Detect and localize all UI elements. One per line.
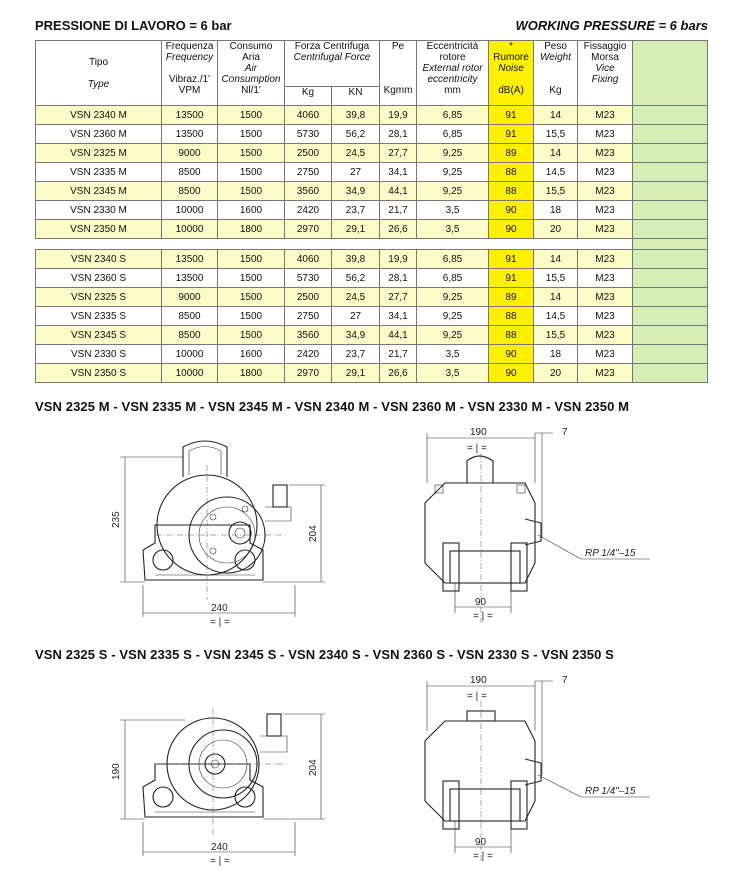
value-cell: 13500 — [162, 106, 218, 125]
value-cell: 15,5 — [534, 269, 578, 288]
value-cell: 8500 — [162, 163, 218, 182]
value-cell: 34,1 — [380, 307, 417, 326]
model-cell: VSN 2330 S — [36, 345, 162, 364]
value-cell: 91 — [489, 125, 534, 144]
table-row — [36, 307, 708, 326]
value-cell: 4060 — [285, 250, 332, 269]
col-fixing: Fissaggio Morsa Vice Fixing — [578, 41, 633, 106]
value-cell: M23 — [578, 125, 633, 144]
value-cell: 9,25 — [417, 182, 489, 201]
value-cell: 3,5 — [417, 345, 489, 364]
value-cell: 1500 — [218, 144, 285, 163]
value-cell: 24,5 — [332, 144, 380, 163]
working-pressure-en: WORKING PRESSURE = 6 bars — [515, 18, 708, 33]
value-cell: 1500 — [218, 326, 285, 345]
value-cell: 3,5 — [417, 201, 489, 220]
value-cell: 1500 — [218, 163, 285, 182]
value-cell: M23 — [578, 326, 633, 345]
value-cell: 20 — [534, 220, 578, 239]
value-cell: 10000 — [162, 364, 218, 383]
value-cell: 34,1 — [380, 163, 417, 182]
working-pressure-it: PRESSIONE DI LAVORO = 6 bar — [35, 18, 232, 33]
table-row — [36, 163, 708, 182]
value-cell: 9,25 — [417, 163, 489, 182]
dim-axis-m: 204 — [308, 525, 319, 542]
value-cell: 44,1 — [380, 182, 417, 201]
value-cell: 1500 — [218, 106, 285, 125]
table-row — [36, 125, 708, 144]
air-inlet-s — [267, 714, 281, 736]
value-cell: 2750 — [285, 163, 332, 182]
value-cell: 88 — [489, 326, 534, 345]
model-cell: VSN 2350 S — [36, 364, 162, 383]
model-cell: VSN 2345 S — [36, 326, 162, 345]
value-cell: 34,9 — [332, 182, 380, 201]
value-cell: 23,7 — [332, 201, 380, 220]
col-type-en: Type — [87, 78, 110, 90]
value-cell: 3,5 — [417, 364, 489, 383]
value-cell: 10000 — [162, 201, 218, 220]
spec-table — [35, 40, 708, 383]
extra-cell — [633, 220, 708, 239]
value-cell: 89 — [489, 288, 534, 307]
value-cell: 10000 — [162, 345, 218, 364]
value-cell: 90 — [489, 220, 534, 239]
value-cell: 15,5 — [534, 125, 578, 144]
side-view-m — [405, 423, 695, 633]
section-title-s: VSN 2325 S - VSN 2335 S - VSN 2345 S - VSN 2340 S - VSN 2360 S - VSN 2330 S - VSN 2350 S — [35, 647, 614, 662]
value-cell: M23 — [578, 144, 633, 163]
value-cell: 3,5 — [417, 220, 489, 239]
value-cell: 19,9 — [380, 250, 417, 269]
value-cell: 29,1 — [332, 220, 380, 239]
side-view-s — [405, 671, 695, 871]
value-cell: 2750 — [285, 307, 332, 326]
front-view-m — [95, 425, 335, 635]
value-cell: 18 — [534, 201, 578, 220]
model-cell: VSN 2360 M — [36, 125, 162, 144]
mount-hole-right — [235, 550, 255, 570]
value-cell: 28,1 — [380, 125, 417, 144]
value-cell: 88 — [489, 163, 534, 182]
value-cell: M23 — [578, 201, 633, 220]
value-cell: 21,7 — [380, 201, 417, 220]
side-housing — [425, 483, 535, 583]
value-cell: 9,25 — [417, 326, 489, 345]
value-cell: 1500 — [218, 125, 285, 144]
model-cell: VSN 2350 M — [36, 220, 162, 239]
sym-base-m: = | = — [473, 611, 493, 622]
value-cell: 2970 — [285, 220, 332, 239]
value-cell: 1800 — [218, 220, 285, 239]
extra-cell — [633, 163, 708, 182]
value-cell: 13500 — [162, 269, 218, 288]
value-cell: 9,25 — [417, 307, 489, 326]
value-cell: 1600 — [218, 201, 285, 220]
dim-height-m: 235 — [111, 511, 122, 528]
value-cell: 2500 — [285, 144, 332, 163]
col-noise: * Rumore Noise dB(A) — [489, 41, 534, 106]
value-cell: 15,5 — [534, 326, 578, 345]
value-cell: 44,1 — [380, 326, 417, 345]
col-type-it: Tipo — [88, 56, 109, 68]
value-cell: 14 — [534, 288, 578, 307]
value-cell: 15,5 — [534, 182, 578, 201]
table-row — [36, 220, 708, 239]
port-label-s: RP 1/4"–15 — [585, 786, 636, 797]
sym-base-s: = | = — [473, 851, 493, 862]
front-view-s — [95, 672, 335, 872]
model-cell: VSN 2360 S — [36, 269, 162, 288]
value-cell: 21,7 — [380, 345, 417, 364]
table-row — [36, 144, 708, 163]
value-cell: 1500 — [218, 250, 285, 269]
sym-side-s: = | = — [467, 691, 487, 702]
value-cell: 91 — [489, 269, 534, 288]
value-cell: 3560 — [285, 326, 332, 345]
value-cell: 27 — [332, 163, 380, 182]
table-row — [36, 364, 708, 383]
col-frequency: Frequenza Frequency Vibraz./1' VPM — [162, 41, 218, 106]
value-cell: 5730 — [285, 125, 332, 144]
value-cell: 34,9 — [332, 326, 380, 345]
value-cell: 2970 — [285, 364, 332, 383]
value-cell: 26,6 — [380, 364, 417, 383]
col-centrifugal-force: Forza Centrifuga Centrifugal Force — [285, 41, 380, 87]
value-cell: 9000 — [162, 288, 218, 307]
col-eccentricity: Eccentricità rotore External rotor eccentricity mm — [417, 41, 489, 106]
dim-width-s: 240 — [211, 842, 228, 853]
value-cell: 39,8 — [332, 106, 380, 125]
value-cell: M23 — [578, 182, 633, 201]
model-cell: VSN 2335 S — [36, 307, 162, 326]
col-type — [36, 41, 162, 106]
value-cell: 23,7 — [332, 345, 380, 364]
value-cell: M23 — [578, 307, 633, 326]
value-cell: 5730 — [285, 269, 332, 288]
value-cell: 13500 — [162, 250, 218, 269]
value-cell: 14 — [534, 144, 578, 163]
value-cell: 14 — [534, 250, 578, 269]
model-cell: VSN 2345 M — [36, 182, 162, 201]
table-row — [36, 201, 708, 220]
extra-cell — [633, 326, 708, 345]
air-inlet — [273, 485, 287, 507]
value-cell: 1800 — [218, 364, 285, 383]
col-pe: Pe Kgmm — [380, 41, 417, 106]
model-cell: VSN 2340 S — [36, 250, 162, 269]
value-cell: 88 — [489, 307, 534, 326]
dim-width-m: 240 — [211, 603, 228, 614]
value-cell: 14 — [534, 106, 578, 125]
value-cell: 4060 — [285, 106, 332, 125]
value-cell: 56,2 — [332, 269, 380, 288]
value-cell: 27 — [332, 307, 380, 326]
extra-cell — [633, 125, 708, 144]
value-cell: 10000 — [162, 220, 218, 239]
value-cell: 3560 — [285, 182, 332, 201]
value-cell: 1500 — [218, 307, 285, 326]
table-row — [36, 345, 708, 364]
value-cell: 27,7 — [380, 144, 417, 163]
dim-base-s: 90 — [475, 837, 487, 848]
value-cell: M23 — [578, 345, 633, 364]
extra-cell — [633, 307, 708, 326]
value-cell: 18 — [534, 345, 578, 364]
col-force-kg: Kg — [285, 86, 332, 105]
dim-offset-m: 7 — [562, 427, 568, 438]
value-cell: 90 — [489, 345, 534, 364]
value-cell: 24,5 — [332, 288, 380, 307]
sym-side-m: = | = — [467, 443, 487, 454]
dim-side-width-m: 190 — [470, 427, 487, 438]
value-cell: 2420 — [285, 345, 332, 364]
value-cell: 9000 — [162, 144, 218, 163]
value-cell: 9,25 — [417, 144, 489, 163]
value-cell: 2500 — [285, 288, 332, 307]
value-cell: M23 — [578, 220, 633, 239]
model-cell: VSN 2330 M — [36, 201, 162, 220]
table-row — [36, 269, 708, 288]
model-cell: VSN 2340 M — [36, 106, 162, 125]
col-extra — [633, 41, 708, 106]
sym-s: = | = — [210, 856, 230, 867]
value-cell: M23 — [578, 106, 633, 125]
extra-cell — [633, 106, 708, 125]
value-cell: 88 — [489, 182, 534, 201]
value-cell: 1500 — [218, 182, 285, 201]
dim-height-s: 190 — [111, 763, 122, 780]
value-cell: 6,85 — [417, 269, 489, 288]
value-cell: M23 — [578, 364, 633, 383]
value-cell: 27,7 — [380, 288, 417, 307]
dim-base-m: 90 — [475, 597, 487, 608]
value-cell: M23 — [578, 269, 633, 288]
header-row — [36, 41, 708, 87]
value-cell: 6,85 — [417, 125, 489, 144]
value-cell: 6,85 — [417, 250, 489, 269]
value-cell: 91 — [489, 106, 534, 125]
extra-cell — [633, 182, 708, 201]
value-cell: 1500 — [218, 288, 285, 307]
value-cell: 56,2 — [332, 125, 380, 144]
table-row — [36, 106, 708, 125]
value-cell: 91 — [489, 250, 534, 269]
sym-m: = | = — [210, 617, 230, 628]
value-cell: 8500 — [162, 326, 218, 345]
value-cell: 89 — [489, 144, 534, 163]
value-cell: 90 — [489, 364, 534, 383]
table-row — [36, 250, 708, 269]
dim-offset-s: 7 — [562, 675, 568, 686]
dim-side-width-s: 190 — [470, 675, 487, 686]
value-cell: 90 — [489, 201, 534, 220]
col-force-kn: KN — [332, 86, 380, 105]
value-cell: 28,1 — [380, 269, 417, 288]
col-weight: Peso Weight Kg — [534, 41, 578, 106]
model-cell: VSN 2335 M — [36, 163, 162, 182]
extra-cell — [633, 144, 708, 163]
model-cell: VSN 2325 M — [36, 144, 162, 163]
table-row — [36, 288, 708, 307]
value-cell: 39,8 — [332, 250, 380, 269]
value-cell: 19,9 — [380, 106, 417, 125]
value-cell: 13500 — [162, 125, 218, 144]
section-title-m: VSN 2325 M - VSN 2335 M - VSN 2345 M - VSN 2340 M - VSN 2360 M - VSN 2330 M - VSN 2350 M — [35, 399, 630, 414]
value-cell: M23 — [578, 288, 633, 307]
port-label-m: RP 1/4"–15 — [585, 548, 636, 559]
table-row — [36, 182, 708, 201]
value-cell: 2420 — [285, 201, 332, 220]
value-cell: 20 — [534, 364, 578, 383]
value-cell: 1600 — [218, 345, 285, 364]
extra-cell — [633, 269, 708, 288]
table-row — [36, 326, 708, 345]
value-cell: 14,5 — [534, 163, 578, 182]
extra-cell — [633, 364, 708, 383]
value-cell: 1500 — [218, 269, 285, 288]
value-cell: 8500 — [162, 307, 218, 326]
extra-cell — [633, 288, 708, 307]
side-housing-s — [425, 721, 535, 821]
dim-axis-s: 204 — [308, 759, 319, 776]
value-cell: 26,6 — [380, 220, 417, 239]
value-cell: 14,5 — [534, 307, 578, 326]
extra-cell — [633, 201, 708, 220]
col-air-consumption: Consumo Aria Air Consumption Nl/1' — [218, 41, 285, 106]
mount-hole-left — [153, 550, 173, 570]
value-cell: 6,85 — [417, 106, 489, 125]
value-cell: 8500 — [162, 182, 218, 201]
value-cell: M23 — [578, 250, 633, 269]
value-cell: 9,25 — [417, 288, 489, 307]
extra-cell — [633, 250, 708, 269]
value-cell: 29,1 — [332, 364, 380, 383]
model-cell: VSN 2325 S — [36, 288, 162, 307]
extra-cell — [633, 345, 708, 364]
value-cell: M23 — [578, 163, 633, 182]
